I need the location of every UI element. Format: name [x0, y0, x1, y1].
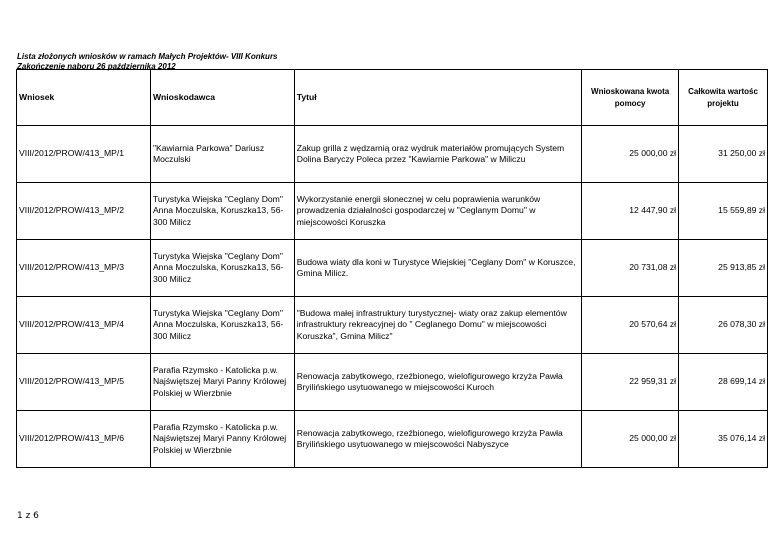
cell-wartosc: 25 913,85 zł [679, 240, 768, 297]
cell-wnioskodawca: Turystyka Wiejska "Ceglany Dom" Anna Moczulska, Koruszka13, 56-300 Milicz [150, 183, 294, 240]
table-row [17, 126, 768, 183]
col-header-tytul: Tytuł [294, 70, 581, 126]
table-row [17, 183, 768, 240]
cell-tytul: Wykorzystanie energii słonecznej w celu poprawienia warunków prowadzenia działalności gospodarczej w "Ceglanym Domu" w miejscowości Koruszka [294, 183, 581, 240]
cell-wniosek: VIII/2012/PROW/413_MP/4 [17, 297, 151, 354]
cell-wartosc: 35 076,14 zł [679, 411, 768, 468]
cell-kwota: 22 959,31 zł [582, 354, 679, 411]
cell-wnioskodawca: Turystyka Wiejska "Ceglany Dom" Anna Moczulska, Koruszka13, 56-300 Milicz [150, 240, 294, 297]
cell-tytul: Renowacja zabytkowego, rzeźbionego, wielofigurowego krzyża Pawła Bryilińskiego usytuowanego w miejscowości Nabyszyce [294, 411, 581, 468]
cell-wartosc: 15 559,89 zł [679, 183, 768, 240]
cell-wartosc: 31 250,00 zł [679, 126, 768, 183]
col-header-wartosc: Całkowita wartośc projektu [679, 70, 768, 126]
cell-wnioskodawca: Turystyka Wiejska "Ceglany Dom" Anna Moczulska, Koruszka13, 56-300 Milicz [150, 297, 294, 354]
table-row [17, 297, 768, 354]
cell-kwota: 20 570,64 zł [582, 297, 679, 354]
cell-wniosek: VIII/2012/PROW/413_MP/6 [17, 411, 151, 468]
col-header-wnioskodawca: Wnioskodawca [150, 70, 294, 126]
cell-wniosek: VIII/2012/PROW/413_MP/5 [17, 354, 151, 411]
document-title: Lista złożonych wniosków w ramach Małych Projektów- VIII Konkurs [17, 52, 278, 61]
cell-tytul: Budowa wiaty dla koni w Turystyce Wiejskiej "Ceglany Dom" w Koruszce, Gmina Milicz. [294, 240, 581, 297]
applications-table [16, 69, 768, 468]
table-row [17, 240, 768, 297]
document-subtitle: Zakończenie naboru 26 października 2012 [17, 62, 176, 71]
table-header-row [17, 70, 768, 126]
cell-wniosek: VIII/2012/PROW/413_MP/1 [17, 126, 151, 183]
cell-kwota: 25 000,00 zł [582, 126, 679, 183]
cell-wniosek: VIII/2012/PROW/413_MP/2 [17, 183, 151, 240]
col-header-kwota: Wnioskowana kwota pomocy [582, 70, 679, 126]
cell-kwota: 25 000,00 zł [582, 411, 679, 468]
table-row [17, 354, 768, 411]
cell-wnioskodawca: Parafia Rzymsko - Katolicka p.w. Najświętszej Maryi Panny Królowej Polskiej w Wierzbnie [150, 411, 294, 468]
cell-wnioskodawca: Parafia Rzymsko - Katolicka p.w. Najświętszej Maryi Panny Królowej Polskiej w Wierzbnie [150, 354, 294, 411]
col-header-wniosek: Wniosek [17, 70, 151, 126]
cell-wnioskodawca: "Kawiarnia Parkowa" Dariusz Moczulski [150, 126, 294, 183]
cell-tytul: Zakup grilla z wędzarnią oraz wydruk materiałów promujących System Dolina Baryczy Poleca przez "Kawiarnie Parkowa" w Miliczu [294, 126, 581, 183]
cell-tytul: "Budowa małej infrastruktury turystycznej- wiaty oraz zakup elementów infrastruktury rekreacyjnej do " Ceglanego Domu" w miejscowości Koruszka", Gmina Milicz" [294, 297, 581, 354]
table-row [17, 411, 768, 468]
cell-wniosek: VIII/2012/PROW/413_MP/3 [17, 240, 151, 297]
cell-tytul: Renowacja zabytkowego, rzeźbionego, wielofigurowego krzyża Pawła Bryilińskiego usytuowanego w miejscowości Kuroch [294, 354, 581, 411]
page-number: 1 z 6 [17, 511, 39, 521]
cell-wartosc: 26 078,30 zł [679, 297, 768, 354]
cell-wartosc: 28 699,14 zł [679, 354, 768, 411]
cell-kwota: 20 731,08 zł [582, 240, 679, 297]
cell-kwota: 12 447,90 zł [582, 183, 679, 240]
